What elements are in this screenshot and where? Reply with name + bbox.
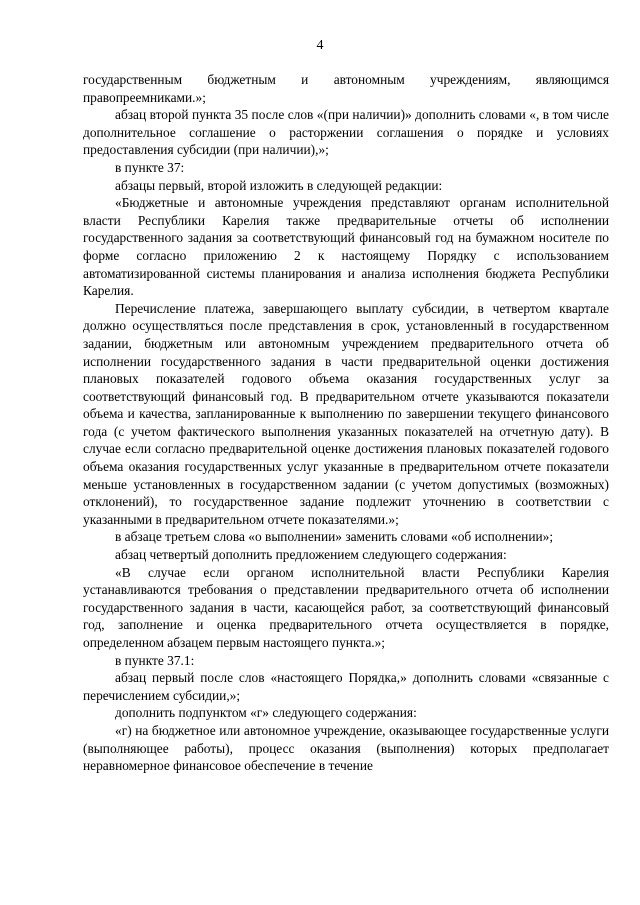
paragraph-quote-works: «В случае если органом исполнительной власти Республики Карелия устанавливаются требования о представлении предварительного отчета об исполнении государственного задания в части, касающейся работ, за соответствующий финансовый год, заполнение и оценка предварительного отчета осуществляется в порядке, определенном абзацем первым настоящего пункта.»;	[83, 564, 609, 650]
paragraph-quote-payment: Перечисление платежа, завершающего выплату субсидии, в четвертом квартале должно осуществляться после представления в срок, установленный в государственном задании, бюджетным или автономным учреждением предварительного отчета об исполнении государственного задания в части предварительной оценки достижения плановых показателей годового объема оказания государственных услуг за соответствующий финансовый год. В предварительном отчете указываются показатели объема и качества, запланированные к выполнению по завершении текущего финансового года (с учетом фактического выполнения указанных показателей на отчетную дату). В случае если согласно предварительной оценке достижения плановых показателей годового объема оказания государственных услуг указанные в предварительном отчете показатели меньше установленных в государственном задании (с учетом допустимых (возможных) отклонений), то государственное задание подлежит уточнению в соответствии с указанными в предварительном отчете показателями.»;	[83, 300, 609, 527]
page-number: 4	[316, 38, 324, 53]
paragraph-item-37-fourth: абзац четвертый дополнить предложением следующего содержания:	[115, 547, 507, 563]
paragraph-item-37-1-first: абзац первый после слов «настоящего Порядка,» дополнить словами «связанные с перечислением субсидии,»;	[83, 670, 609, 703]
paragraph-item-37-intro: абзацы первый, второй изложить в следующей редакции:	[115, 177, 443, 193]
paragraph-item-37-1-add: дополнить подпунктом «г» следующего содержания:	[115, 705, 417, 721]
paragraph-item-37-1-heading: в пункте 37.1:	[115, 652, 195, 668]
paragraph-continuation: государственным бюджетным и автономным учреждениям, являющимся правопреемниками.»;	[83, 72, 609, 105]
paragraph-subitem-g: «г) на бюджетное или автономное учреждение, оказывающее государственные услуги (выполняющее работы), процесс оказания (выполнения) которых предполагает неравномерное финансовое обеспечение в течение	[83, 722, 609, 774]
paragraph-item-35: абзац второй пункта 35 после слов «(при наличии)» дополнить словами «, в том числе дополнительное соглашение о расторжении соглашения о порядке и условиях предоставления субсидии (при наличии),»;	[83, 107, 609, 158]
document-body	[83, 71, 609, 775]
paragraph-quote-reports: «Бюджетные и автономные учреждения представляют органам исполнительной власти Республики Карелия также предварительные отчеты об исполнении государственного задания за соответствующий финансовый год на бумажном носителе по форме согласно приложению 2 к настоящему Порядку с использованием автоматизированной системы планирования и анализа исполнения бюджета Республики Карелия.	[83, 195, 609, 299]
paragraph-item-37-heading: в пункте 37:	[115, 159, 185, 175]
paragraph-item-37-third: в абзаце третьем слова «о выполнении» заменить словами «об исполнении»;	[115, 529, 554, 545]
